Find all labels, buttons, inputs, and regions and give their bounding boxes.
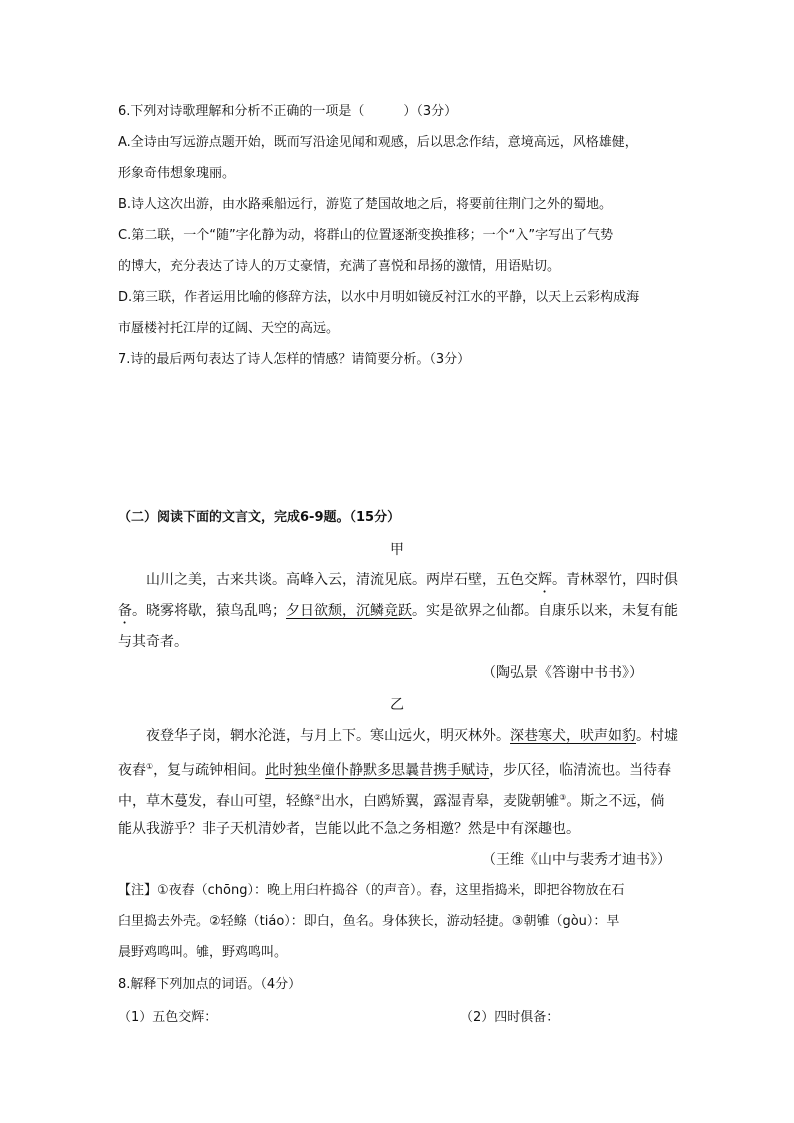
passage-yi-label: 乙 bbox=[390, 697, 404, 713]
section2-heading: （二）阅读下面的文言文，完成6-9题。（15分） bbox=[118, 510, 401, 525]
note-ref-2: ② bbox=[314, 793, 322, 802]
passage-jia-line1: 山川之美，古来共谈。高峰入云，清流见底。两岸石壁，五色交辉。青林翠竹，四时俱 bbox=[146, 572, 678, 588]
annotation-line2: 臼里捣去外壳。②轻鲦（tiáo）：即白，鱼名。身体狭长，游动轻捷。③朝雊（gòu）：早 bbox=[118, 914, 620, 929]
passage-jia-line2: 备。晓雾将歇，猿鸟乱鸣；夕日欲颓，沉鳞竞跃。实是欲界之仙都。自康乐以来，未复有能 bbox=[118, 603, 678, 619]
underlined-phrase: 此时独坐僮仆静默多思曩昔携手赋诗 bbox=[265, 762, 490, 779]
q8-item-1: （1）五色交辉： bbox=[118, 1010, 218, 1025]
q6-option-a-line2: 形象奇伟想象瑰丽。 bbox=[118, 166, 236, 181]
note-ref-3: ③ bbox=[559, 793, 567, 802]
underlined-phrase: 夕日欲颓，沉鳞竞跃 bbox=[286, 603, 412, 619]
q6-option-c-line1: C.第二联，一个“随”字化静为动，将群山的位置逐渐变换推移；一个“入”字写出了气势 bbox=[118, 228, 614, 243]
annotation-line3: 晨野鸡鸣叫。雊，野鸡鸣叫。 bbox=[118, 945, 288, 960]
passage-jia-line3: 与其奇者。 bbox=[118, 634, 188, 650]
passage-yi-line3: 中，草木蔓发，春山可望，轻鲦②出水，白鸥矫翼，露湿青皋，麦陇朝雊③。斯之不远，倘 bbox=[118, 793, 665, 810]
q8-item-2: （2）四时俱备： bbox=[460, 1010, 560, 1025]
q6-option-d-line2: 市蜃楼衬托江岸的辽阔、天空的高远。 bbox=[118, 321, 340, 336]
passage-yi-line4: 能从我游乎？非子天机清妙者，岂能以此不急之务相邀？然是中有深趣也。 bbox=[118, 821, 580, 837]
q6-option-b: B.诗人这次出游，由水路乘船远行，游览了楚国故地之后，将要前往荆门之外的蜀地。 bbox=[118, 197, 613, 212]
passage-yi-line1: 夜登华子岗，辋水沦涟，与月上下。寒山远火，明灭林外。深巷寒犬，吠声如豹。村墟 bbox=[146, 728, 678, 744]
passage-yi-source: （王维《山中与裴秀才迪书》） bbox=[482, 852, 671, 868]
q8-stem: 8.解释下列加点的词语。（4分） bbox=[118, 977, 302, 992]
note-ref-1: ① bbox=[146, 762, 154, 771]
passage-jia-source: （陶弘景《答谢中书书》） bbox=[482, 665, 643, 681]
q6-option-c-line2: 的博大，充分表达了诗人的万丈豪情，充满了喜悦和昂扬的激情，用语贴切。 bbox=[118, 259, 561, 274]
q6-option-a-line1: A.全诗由写远游点题开始，既而写沿途见闻和观感，后以思念作结，意境高远，风格雄健， bbox=[118, 135, 638, 150]
annotation-line1: 【注】①夜舂（chōng）：晚上用臼杵捣谷（的声音）。舂，这里指捣米，即把谷物放在石 bbox=[118, 883, 625, 898]
underlined-phrase: 深巷寒犬，吠声如豹 bbox=[510, 728, 636, 744]
q7-stem: 7.诗的最后两句表达了诗人怎样的情感？请简要分析。（3分） bbox=[118, 352, 471, 367]
passage-jia-label: 甲 bbox=[390, 542, 404, 558]
q6-stem: 6.下列对诗歌理解和分析不正确的一项是（ ）（3分） bbox=[118, 104, 458, 119]
q6-option-d-line1: D.第三联，作者运用比喻的修辞方法，以水中月明如镜反衬江水的平静，以天上云彩构成海 bbox=[118, 290, 640, 305]
passage-yi-line2: 夜舂①，复与疏钟相间。此时独坐僮仆静默多思曩昔携手赋诗，步仄径，临清流也。当待春 bbox=[118, 762, 672, 779]
